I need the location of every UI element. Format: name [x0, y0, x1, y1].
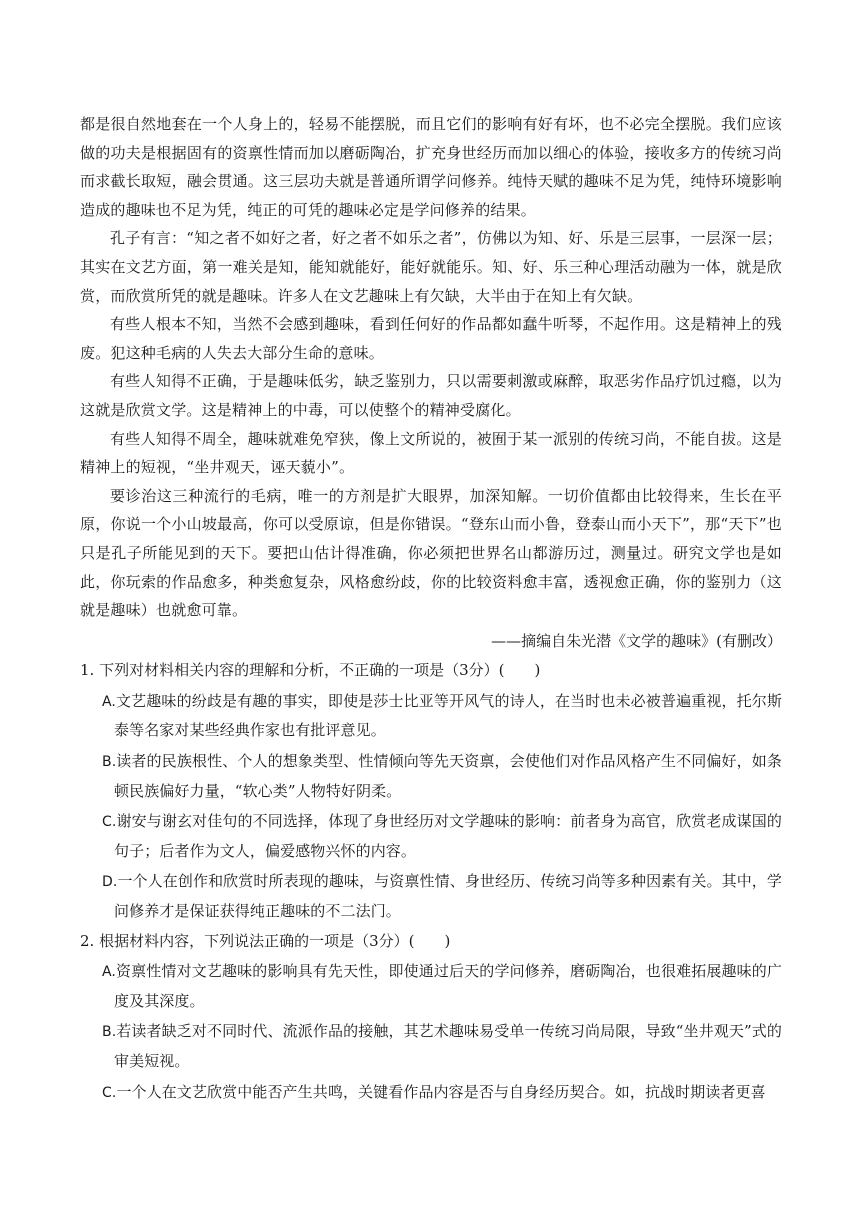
option-text: 一个人在创作和欣赏时所表现的趣味，与资禀性情、身世经历、传统习尚等多种因素有关。其中，学问修养才是保证获得纯正趣味的不二法门。	[114, 872, 782, 921]
option-text: 资禀性情对文艺趣味的影响具有先天性，即使通过后天的学问修养，磨砺陶冶，也很难拓展趣味的广度及其深度。	[114, 962, 782, 1010]
option-label: B.	[102, 1024, 117, 1041]
option-c[interactable]	[80, 1076, 782, 1108]
option-text: 一个人在文艺欣赏中能否产生共鸣，关键看作品内容是否与自身经历契合。如，抗战时期读者更喜	[116, 1082, 766, 1101]
passage-paragraph-4: 有些人知得不正确，于是趣味低劣，缺乏鉴别力，只以需要刺激或麻醉，取恶劣作品疗饥过瘾，以为这就是欣赏文学。这是精神上的中毒，可以使整个的精神受腐化。	[80, 372, 782, 419]
question-1	[80, 655, 782, 925]
question-stem: 2. 根据材料内容，下列说法正确的一项是（3分）( )	[80, 931, 451, 950]
option-label: B.	[102, 754, 117, 771]
option-text: 若读者缺乏对不同时代、流派作品的接触，其艺术趣味易受单一传统习尚局限，导致“坐井观天”式的审美短视。	[114, 1022, 782, 1070]
passage-paragraph-6: 要诊治这三种流行的毛病，唯一的方剂是扩大眼界，加深知解。一切价值都由比较得来，生长在平原，你说一个小山坡最高，你可以受原谅，但是你错误。“登东山而小鲁，登泰山而小天下”，那“天下”也只是孔子所能见到的天下。要把山估计得准确，你必须把世界名山都游历过，测量过。研究文学也是如此，你玩索的作品愈多，种类愈复杂，风格愈纷歧，你的比较资料愈丰富，透视愈正确，你的鉴别力（这就是趣味）也就愈可靠。	[80, 486, 782, 620]
passage-paragraph-5: 有些人知得不周全，趣味就难免窄狭，像上文所说的，被囿于某一派别的传统习尚，不能自拔。这是精神上的短视，“坐井观天，诬天藐小”。	[80, 429, 782, 477]
question-2	[80, 926, 782, 1108]
option-d[interactable]	[80, 865, 782, 925]
passage-paragraph-3: 有些人根本不知，当然不会感到趣味，看到任何好的作品都如蠢牛听琴，不起作用。这是精神上的残废。犯这种毛病的人失去大部分生命的意味。	[80, 315, 782, 362]
option-b[interactable]	[80, 745, 782, 805]
option-label: A.	[102, 693, 116, 710]
option-label: C.	[102, 814, 117, 831]
option-label: C.	[102, 1084, 117, 1101]
option-b[interactable]	[80, 1015, 782, 1075]
option-a[interactable]	[80, 685, 782, 745]
option-c[interactable]	[80, 805, 782, 865]
option-label: A.	[102, 964, 116, 981]
document-page	[80, 110, 782, 1107]
option-a[interactable]	[80, 955, 782, 1015]
option-label: D.	[102, 874, 118, 891]
option-text: 读者的民族根性、个人的想象类型、性情倾向等先天资禀，会使他们对作品风格产生不同偏好，如条顿民族偏好力量，“软心类”人物特好阴柔。	[114, 752, 782, 800]
option-text: 谢安与谢玄对佳句的不同选择，体现了身世经历对文学趣味的影响：前者身为高官，欣赏老成谋国的句子；后者作为文人，偏爱感物兴怀的内容。	[114, 812, 782, 860]
passage-paragraph-1: 都是很自然地套在一个人身上的，轻易不能摆脱，而且它们的影响有好有坏，也不必完全摆脱。我们应该做的功夫是根据固有的资禀性情而加以磨砺陶冶，扩充身世经历而加以细心的体验，接收多方的传统习尚而求截长取短，融会贯通。这三层功夫就是普通所谓学问修养。纯恃天赋的趣味不足为凭，纯恃环境影响造成的趣味也不足为凭，纯正的可凭的趣味必定是学问修养的结果。	[80, 115, 782, 219]
passage-paragraph-2: 孔子有言：“知之者不如好之者，好之者不如乐之者”，仿佛以为知、好、乐是三层事，一层深一层；其实在文艺方面，第一难关是知，能知就能好，能好就能乐。知、好、乐三种心理活动融为一体，就是欣赏，而欣赏所凭的就是趣味。许多人在文艺趣味上有欠缺，大半由于在知上有欠缺。	[80, 229, 782, 305]
passage-source: ——摘编自朱光潜《文学的趣味》(有删改）	[491, 631, 782, 650]
question-stem: 1. 下列对材料相关内容的理解和分析，不正确的一项是（3分）( )	[80, 661, 541, 680]
option-text: 文艺趣味的纷歧是有趣的事实，即使是莎士比亚等开风气的诗人，在当时也未必被普遍重视，托尔斯泰等名家对某些经典作家也有批评意见。	[114, 691, 782, 740]
